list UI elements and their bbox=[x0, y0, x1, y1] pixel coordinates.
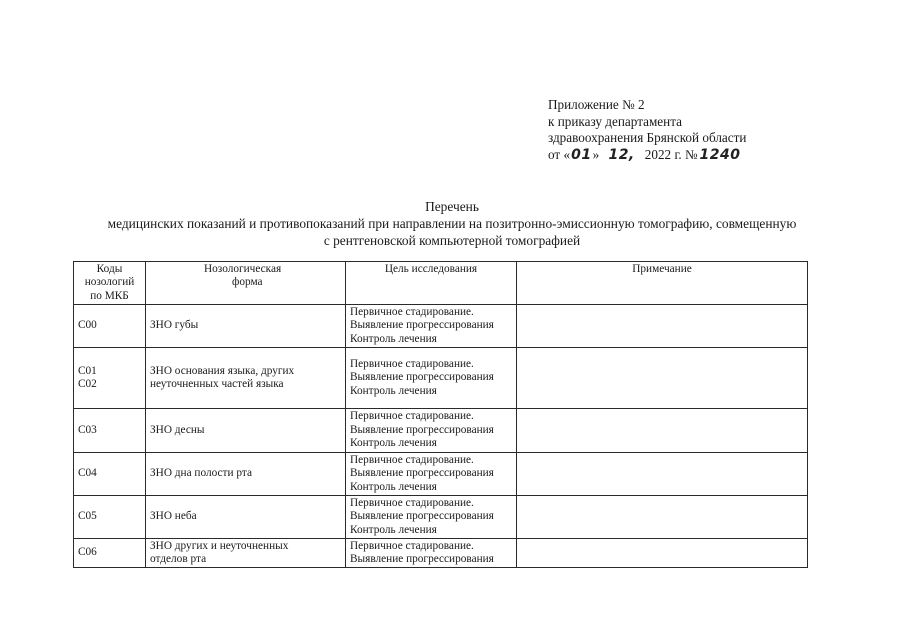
cell-note bbox=[517, 453, 808, 496]
table-row bbox=[74, 496, 808, 539]
header-form-line: Нозологическая bbox=[204, 263, 282, 275]
cell-goal-line: Выявление прогрессирования bbox=[350, 510, 494, 523]
table-row bbox=[74, 305, 808, 348]
cell-form bbox=[146, 453, 346, 496]
appendix-order-ref: к приказу департамента bbox=[548, 113, 682, 129]
cell-form-line: ЗНО неба bbox=[150, 510, 197, 523]
handwritten-month: 12, bbox=[608, 146, 635, 163]
appendix-department: здравоохранения Брянской области bbox=[548, 130, 747, 146]
cell-note bbox=[517, 539, 808, 568]
cell-form bbox=[146, 409, 346, 453]
header-form bbox=[146, 262, 346, 305]
cell-form-line: ЗНО других и неуточненных bbox=[150, 539, 289, 552]
cell-codes bbox=[74, 348, 146, 409]
cell-goal bbox=[346, 453, 517, 496]
cell-goal-line: Контроль лечения bbox=[350, 480, 437, 493]
cell-form bbox=[146, 539, 346, 568]
cell-goal-line: Контроль лечения bbox=[350, 384, 437, 397]
table-row bbox=[74, 409, 808, 453]
cell-goal-line: Первичное стадирование. bbox=[350, 357, 474, 370]
cell-goal-line: Контроль лечения bbox=[350, 523, 437, 536]
title-line-1: Перечень bbox=[425, 199, 479, 214]
cell-note bbox=[517, 348, 808, 409]
header-codes-line: Коды bbox=[96, 263, 123, 275]
cell-goal-line: Первичное стадирование. bbox=[350, 410, 474, 423]
cell-goal-line: Выявление прогрессирования bbox=[350, 553, 494, 565]
cell-codes-line: С00 bbox=[78, 319, 97, 332]
cell-codes-line: С02 bbox=[78, 378, 97, 390]
cell-note bbox=[517, 409, 808, 453]
table-row bbox=[74, 348, 808, 409]
cell-form bbox=[146, 496, 346, 539]
header-codes-line: нозологий bbox=[84, 276, 135, 289]
cell-codes-line: С01 bbox=[78, 364, 97, 377]
cell-form bbox=[146, 305, 346, 348]
handwritten-order-number: 1240 bbox=[699, 146, 741, 163]
title-line-2: медицинских показаний и противопоказаний при направлении на позитронно-эмиссионную томографию, совмещенную bbox=[107, 216, 797, 231]
header-goal: Цель исследования bbox=[346, 262, 517, 305]
cell-form bbox=[146, 348, 346, 409]
cell-goal-line: Выявление прогрессирования bbox=[350, 371, 494, 384]
cell-goal bbox=[346, 409, 517, 453]
cell-note bbox=[517, 305, 808, 348]
date-year: 2022 г. № bbox=[644, 146, 698, 162]
cell-goal-line: Выявление прогрессирования bbox=[350, 423, 494, 436]
cell-goal-line: Контроль лечения bbox=[350, 437, 437, 450]
cell-goal-line: Первичное стадирование. bbox=[350, 305, 474, 318]
cell-goal bbox=[346, 305, 517, 348]
cell-goal-line: Первичное стадирование. bbox=[350, 539, 474, 552]
indications-table bbox=[73, 261, 808, 568]
cell-codes bbox=[74, 305, 146, 348]
table-header-row bbox=[74, 262, 808, 305]
cell-form-line: ЗНО губы bbox=[150, 319, 199, 332]
header-codes bbox=[74, 262, 146, 305]
cell-codes bbox=[74, 453, 146, 496]
cell-codes bbox=[74, 496, 146, 539]
cell-codes-line: С05 bbox=[78, 510, 97, 523]
cell-codes-line: С04 bbox=[78, 467, 97, 480]
cell-form-line: отделов рта bbox=[150, 553, 207, 565]
cell-goal-line: Первичное стадирование. bbox=[350, 496, 474, 509]
date-mid: » bbox=[592, 146, 600, 162]
cell-goal bbox=[346, 496, 517, 539]
table-row bbox=[74, 453, 808, 496]
cell-goal-line: Контроль лечения bbox=[350, 332, 437, 345]
cell-goal-line: Выявление прогрессирования bbox=[350, 319, 494, 332]
cell-form-line: ЗНО основания языка, других bbox=[150, 364, 295, 377]
header-note: Примечание bbox=[517, 262, 808, 305]
header-codes-line: по МКБ bbox=[90, 289, 129, 302]
table-row bbox=[74, 539, 808, 568]
cell-codes-line: С03 bbox=[78, 423, 97, 436]
cell-codes bbox=[74, 409, 146, 453]
date-prefix: от « bbox=[548, 146, 571, 162]
cell-form-line: ЗНО дна полости рта bbox=[150, 467, 252, 480]
header-form-line: форма bbox=[232, 276, 263, 289]
cell-note bbox=[517, 496, 808, 539]
title-line-3: с рентгеновской компьютерной томографией bbox=[323, 233, 581, 248]
cell-goal-line: Первичное стадирование. bbox=[350, 453, 474, 466]
cell-codes-line: С06 bbox=[78, 546, 97, 559]
handwritten-day: 01 bbox=[571, 146, 592, 163]
cell-goal bbox=[346, 539, 517, 568]
appendix-title: Приложение № 2 bbox=[548, 97, 645, 112]
appendix-date-line bbox=[548, 147, 746, 164]
cell-form-line: ЗНО десны bbox=[150, 423, 205, 436]
cell-goal-line: Выявление прогрессирования bbox=[350, 467, 494, 480]
appendix-header bbox=[548, 97, 746, 163]
cell-codes bbox=[74, 539, 146, 568]
cell-form-line: неуточненных частей языка bbox=[150, 378, 284, 390]
cell-goal bbox=[346, 348, 517, 409]
document-title bbox=[0, 198, 904, 249]
